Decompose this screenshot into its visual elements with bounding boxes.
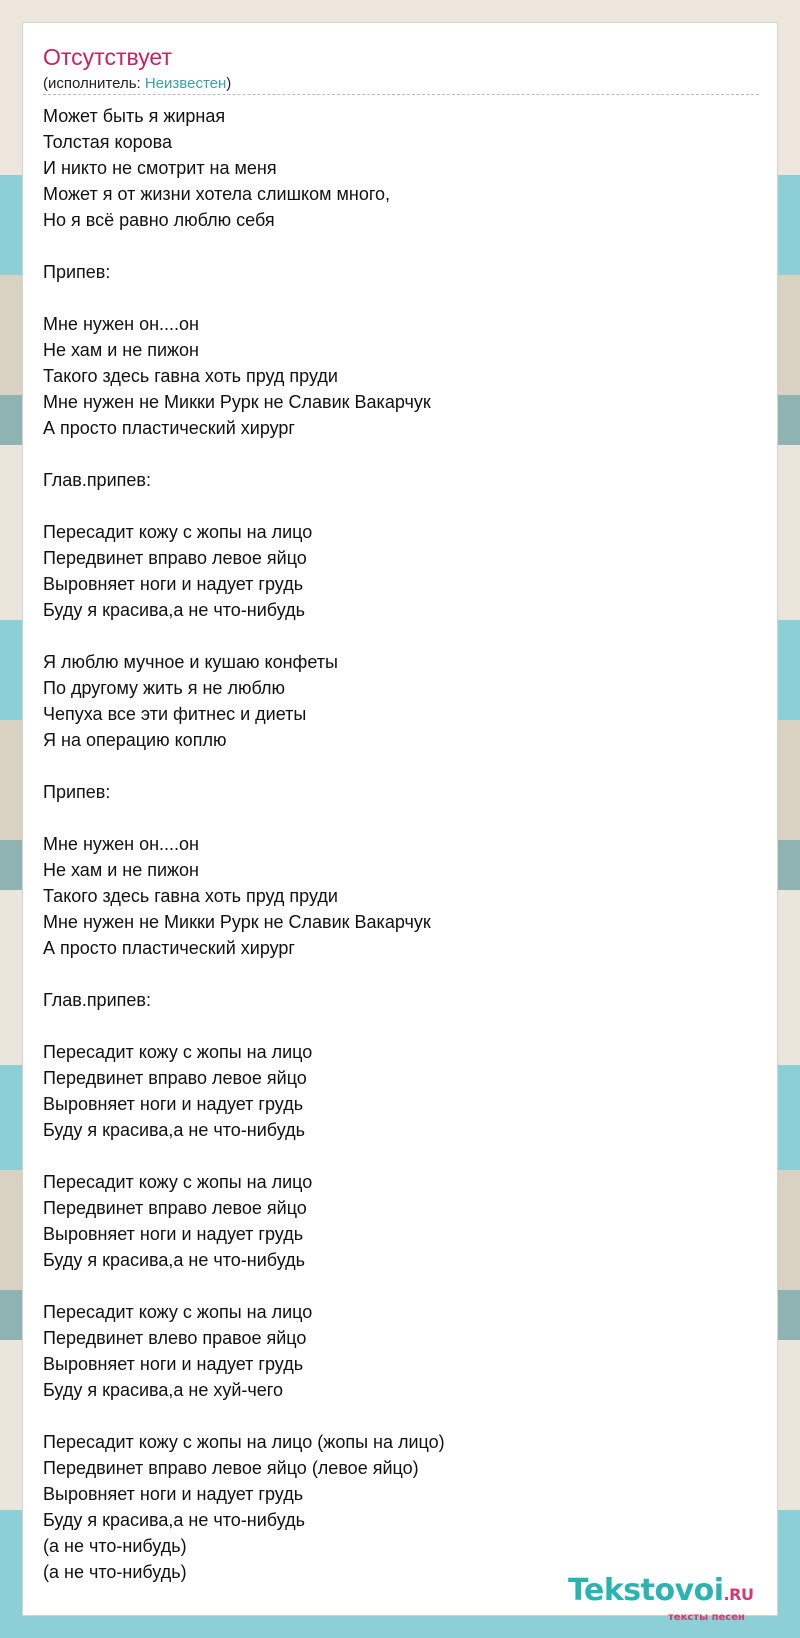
lyric-line [43, 441, 445, 467]
lyric-line: Припев: [43, 262, 111, 282]
lyric-line: Припев: [43, 782, 111, 802]
lyric-line: Передвинет вправо левое яйцо (левое яйцо) [43, 1458, 419, 1478]
lyric-line [43, 1143, 445, 1169]
lyric-line: Мне нужен он....он [43, 314, 199, 334]
lyric-line: Я на операцию коплю [43, 730, 227, 750]
lyric-line: А просто пластический хирург [43, 938, 295, 958]
lyric-line: Передвинет вправо левое яйцо [43, 1068, 307, 1088]
lyric-line: Глав.припев: [43, 990, 151, 1010]
lyric-line: Не хам и не пижон [43, 860, 199, 880]
lyric-line: Буду я красива,а не что-нибудь [43, 1510, 305, 1530]
lyric-line: По другому жить я не люблю [43, 678, 285, 698]
lyric-line: Передвинет влево правое яйцо [43, 1328, 307, 1348]
lyric-line: Выровняет ноги и надует грудь [43, 574, 304, 594]
logo-name: Tekstovoi [568, 1573, 724, 1608]
lyric-line: Буду я красива,а не что-нибудь [43, 1120, 305, 1140]
lyric-line: Выровняет ноги и надует грудь [43, 1224, 304, 1244]
lyric-line: Может я от жизни хотела слишком много, [43, 184, 391, 204]
lyric-line: Я люблю мучное и кушаю конфеты [43, 652, 338, 672]
lyric-line: Передвинет вправо левое яйцо [43, 548, 307, 568]
lyric-line [43, 1273, 445, 1299]
lyric-line: Такого здесь гавна хоть пруд пруди [43, 886, 338, 906]
lyric-line [43, 285, 445, 311]
logo-tagline: тексты песен [668, 1612, 745, 1623]
lyric-line: Выровняет ноги и надует грудь [43, 1354, 304, 1374]
lyric-line: Буду я красива,а не что-нибудь [43, 600, 305, 620]
lyric-line: (а не что-нибудь) [43, 1536, 187, 1556]
lyric-line: Буду я красива,а не что-нибудь [43, 1250, 305, 1270]
lyric-line: Может быть я жирная [43, 106, 226, 126]
lyric-line: Пересадит кожу с жопы на лицо [43, 522, 313, 542]
song-title: Отсутствует [43, 44, 172, 70]
lyric-line: Пересадит кожу с жопы на лицо [43, 1042, 313, 1062]
lyric-line: Мне нужен он....он [43, 834, 199, 854]
artist-prefix: (исполнитель: [43, 75, 145, 92]
lyric-line: Мне нужен не Микки Рурк не Славик Вакарчук [43, 912, 431, 932]
lyric-line: Толстая корова [43, 132, 172, 152]
lyrics-card [22, 22, 778, 1623]
artist-line [43, 75, 231, 93]
lyric-line: Глав.припев: [43, 470, 151, 490]
artist-suffix: ) [226, 75, 232, 92]
lyric-line: Мне нужен не Микки Рурк не Славик Вакарчук [43, 392, 431, 412]
lyric-line: Буду я красива,а не хуй-чего [43, 1380, 283, 1400]
lyric-line: Чепуха все эти фитнес и диеты [43, 704, 307, 724]
lyric-line [43, 1013, 445, 1039]
site-logo[interactable] [568, 1573, 753, 1613]
title-divider [43, 94, 759, 95]
lyric-line: (а не что-нибудь) [43, 1562, 187, 1582]
artist-link[interactable]: Неизвестен [144, 75, 227, 92]
lyric-line [43, 233, 445, 259]
lyric-line [43, 1403, 445, 1429]
lyric-line: Но я всё равно люблю себя [43, 210, 275, 230]
lyric-line: И никто не смотрит на меня [43, 158, 277, 178]
lyric-line: Пересадит кожу с жопы на лицо (жопы на лицо) [43, 1432, 445, 1452]
lyric-line: Такого здесь гавна хоть пруд пруди [43, 366, 338, 386]
lyric-line [43, 623, 445, 649]
lyric-line: Пересадит кожу с жопы на лицо [43, 1172, 313, 1192]
lyric-line: Не хам и не пижон [43, 340, 199, 360]
lyric-line: Выровняет ноги и надует грудь [43, 1094, 304, 1114]
lyric-line [43, 493, 445, 519]
lyric-line: Пересадит кожу с жопы на лицо [43, 1302, 313, 1322]
lyric-line [43, 805, 445, 831]
lyric-line [43, 753, 445, 779]
lyric-line: Передвинет вправо левое яйцо [43, 1198, 307, 1218]
lyric-line: Выровняет ноги и надует грудь [43, 1484, 304, 1504]
lyric-line: А просто пластический хирург [43, 418, 295, 438]
lyrics-text [43, 103, 445, 1585]
logo-tld: .RU [723, 1585, 754, 1604]
lyric-line [43, 961, 445, 987]
